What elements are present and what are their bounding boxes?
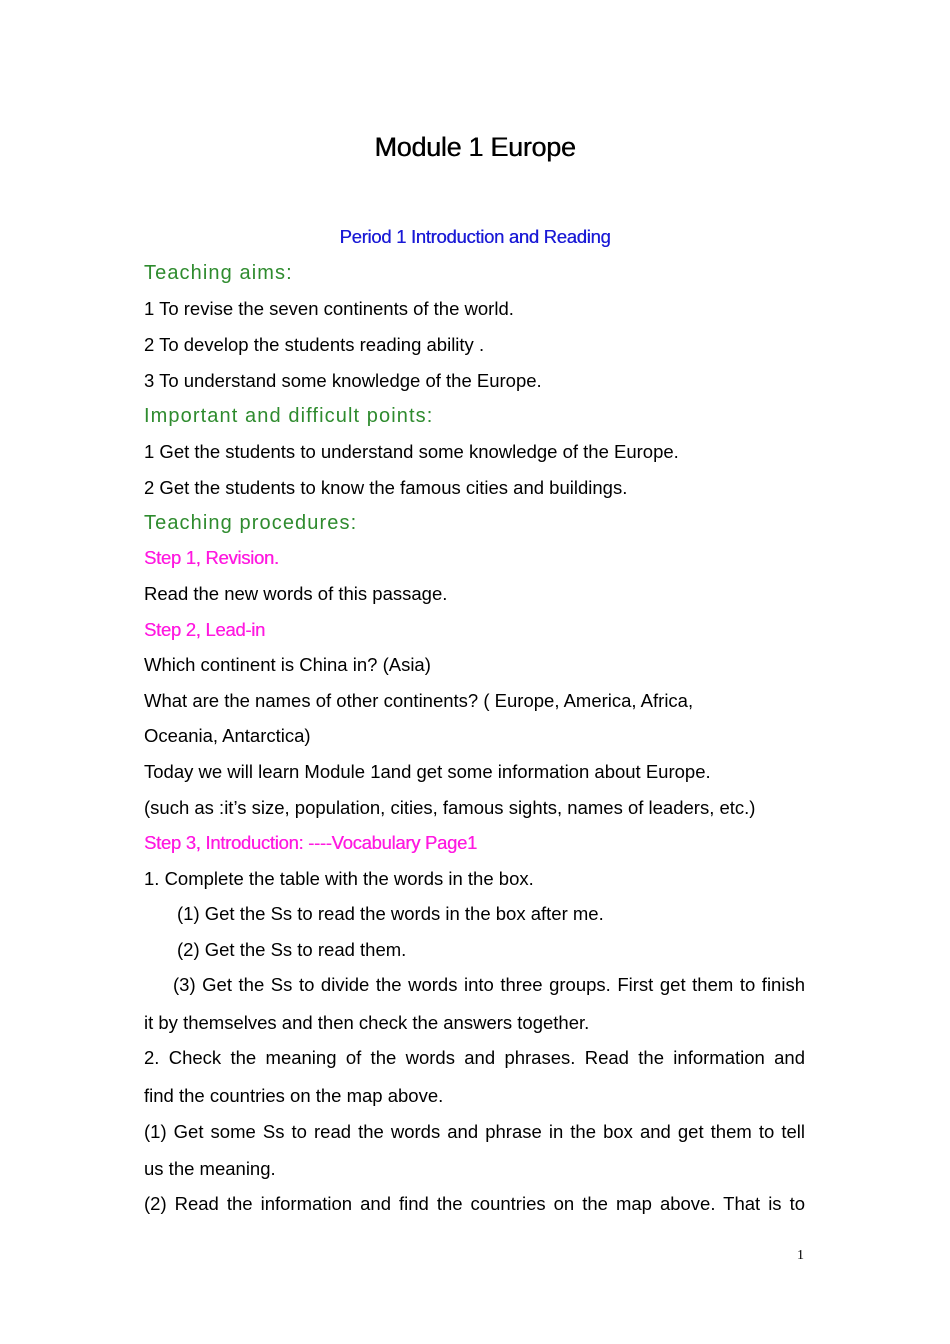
step-3-line: (1) Get some Ss to read the words and phrase in the box and get them to tell: [144, 1121, 805, 1142]
step-3-heading: Step 3, Introduction: ----Vocabulary Page1: [144, 832, 477, 853]
step-3-line: (2) Read the information and find the countries on the map above. That is to: [144, 1193, 805, 1214]
step-3-line: 2. Check the meaning of the words and phrases. Read the information and: [144, 1047, 805, 1068]
step-2-line: Which continent is China in? (Asia): [144, 654, 431, 675]
step-3-line: find the countries on the map above.: [144, 1085, 444, 1106]
step-2-heading: Step 2, Lead-in: [144, 619, 265, 640]
step-1-line: Read the new words of this passage.: [144, 583, 448, 604]
period-subtitle: Period 1 Introduction and Reading: [339, 226, 611, 247]
document-title: Module 1 Europe: [374, 132, 576, 162]
point-item: 2 Get the students to know the famous cities and buildings.: [144, 477, 628, 498]
heading-teaching-procedures: Teaching procedures:: [144, 512, 358, 534]
step-3-line: us the meaning.: [144, 1158, 276, 1179]
heading-teaching-aims: Teaching aims:: [144, 262, 293, 284]
step-3-line: (3) Get the Ss to divide the words into three groups. First get them to finish: [173, 974, 805, 995]
step-3-line: 1. Complete the table with the words in the box.: [144, 868, 534, 889]
step-2-line: Oceania, Antarctica): [144, 725, 311, 746]
step-3-line: it by themselves and then check the answers together.: [144, 1012, 590, 1033]
step-2-line: Today we will learn Module 1and get some information about Europe.: [144, 761, 711, 782]
point-item: 1 Get the students to understand some knowledge of the Europe.: [144, 441, 679, 462]
aim-item: 2 To develop the students reading ability .: [144, 334, 485, 355]
step-2-line: What are the names of other continents? ( Europe, America, Africa,: [144, 690, 694, 711]
aim-item: 1 To revise the seven continents of the world.: [144, 298, 514, 319]
step-1-heading: Step 1, Revision.: [144, 547, 279, 568]
heading-important-points: Important and difficult points:: [144, 405, 434, 427]
step-3-line: (1) Get the Ss to read the words in the box after me.: [177, 903, 604, 924]
aim-item: 3 To understand some knowledge of the Europe.: [144, 370, 542, 391]
step-3-line: (2) Get the Ss to read them.: [177, 939, 407, 960]
step-2-line: (such as :it’s size, population, cities, famous sights, names of leaders, etc.): [144, 797, 756, 818]
page-number: 1: [797, 1248, 804, 1263]
